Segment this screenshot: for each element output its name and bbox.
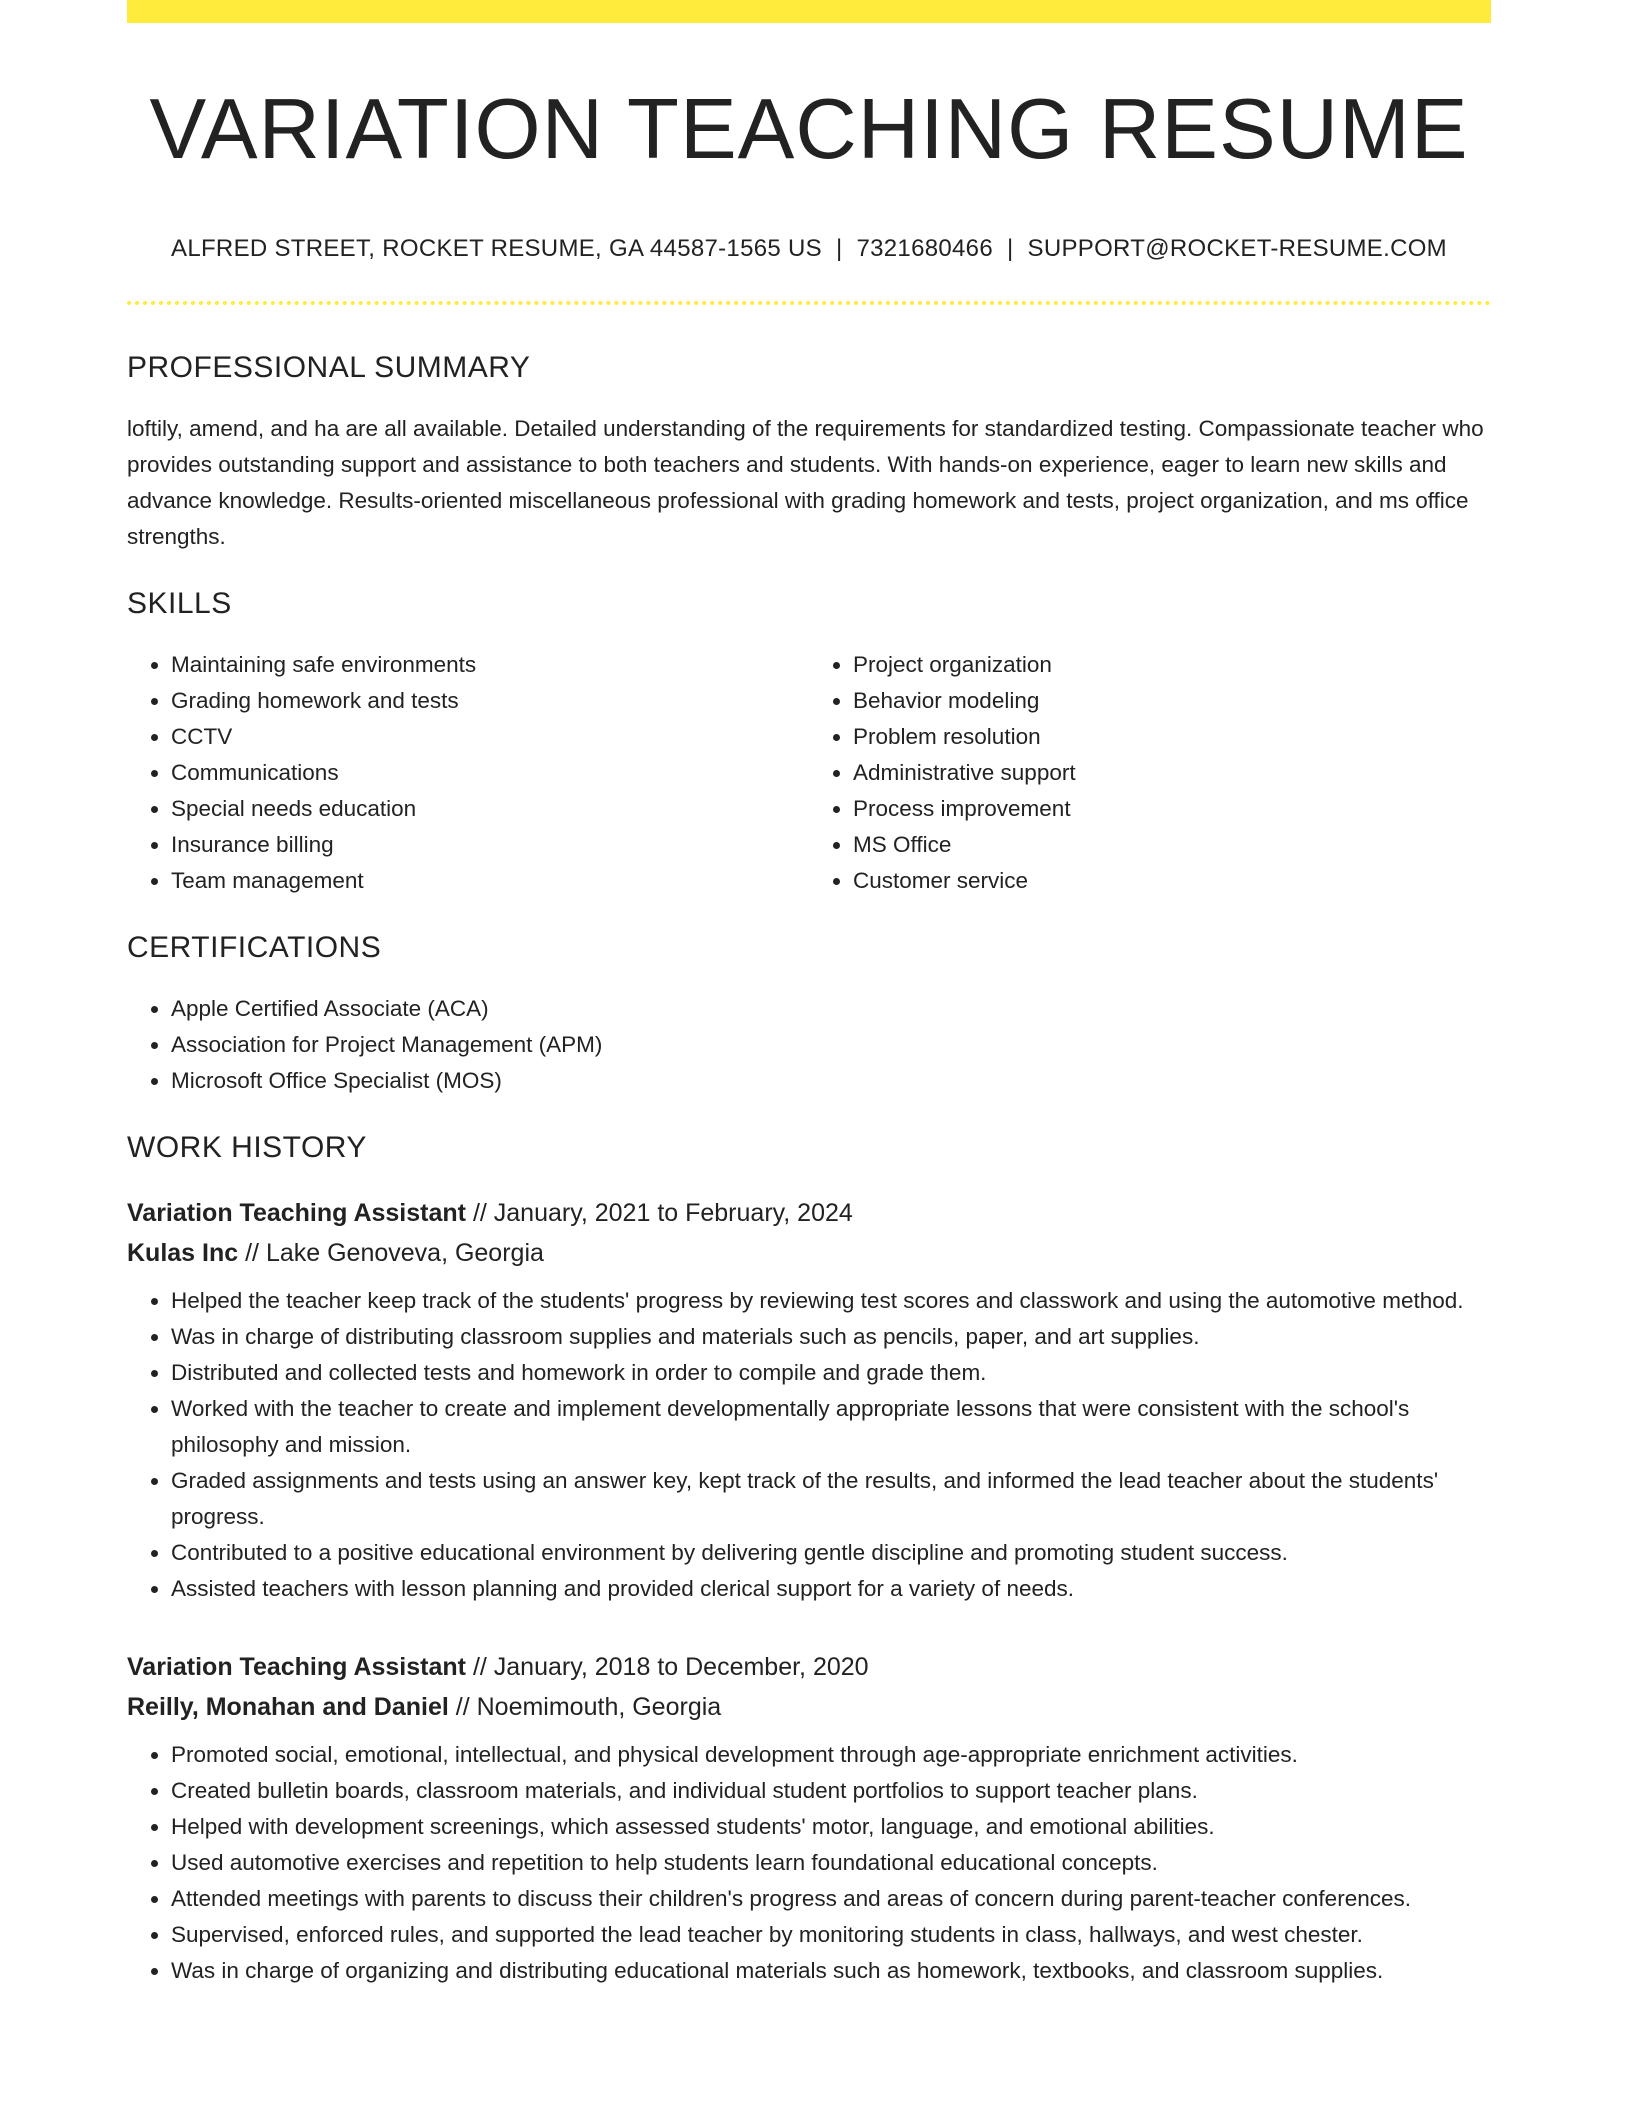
job-entry — [127, 1647, 1491, 1989]
skill-item: • Grading homework and tests — [171, 683, 809, 719]
skill-item: • Project organization — [853, 647, 1491, 683]
job-title-line — [127, 1647, 1491, 1687]
job-company-line — [127, 1233, 1491, 1273]
job-company: Reilly, Monahan and Daniel — [127, 1692, 449, 1721]
job-dates: // January, 2018 to December, 2020 — [472, 1652, 869, 1681]
resume-page — [127, 0, 1491, 1989]
work-history-heading: WORK HISTORY — [127, 1130, 367, 1164]
job-entry — [127, 1193, 1491, 1607]
job-bullet: • Created bulletin boards, classroom materials, and individual student portfolios to support teacher plans. — [171, 1773, 1491, 1809]
job-bullet: • Helped with development screenings, which assessed students' motor, language, and emotional abilities. — [171, 1809, 1491, 1845]
skills-right-list — [809, 647, 1491, 899]
contact-line — [127, 235, 1491, 263]
contact-email: SUPPORT@ROCKET-RESUME.COM — [1027, 234, 1447, 262]
job-bullets — [127, 1737, 1491, 1989]
job-location: // Lake Genoveva, Georgia — [245, 1238, 544, 1267]
job-company-line — [127, 1687, 1491, 1727]
certification-item: • Microsoft Office Specialist (MOS) — [171, 1063, 1491, 1099]
job-company: Kulas Inc — [127, 1238, 239, 1267]
job-bullet: • Graded assignments and tests using an answer key, kept track of the results, and informed the lead teacher about the students' progress. — [171, 1463, 1491, 1535]
resume-name: VARIATION TEACHING RESUME — [149, 82, 1469, 177]
certifications-list — [127, 991, 1491, 1099]
job-bullet: • Assisted teachers with lesson planning and provided clerical support for a variety of needs. — [171, 1571, 1491, 1607]
summary-heading: PROFESSIONAL SUMMARY — [127, 350, 531, 384]
skills-columns — [127, 647, 1491, 899]
skill-item: • Problem resolution — [853, 719, 1491, 755]
job-bullet: • Used automotive exercises and repetition to help students learn foundational educational concepts. — [171, 1845, 1491, 1881]
skill-item: • Administrative support — [853, 755, 1491, 791]
skill-item: • MS Office — [853, 827, 1491, 863]
job-bullet: • Was in charge of distributing classroom supplies and materials such as pencils, paper, and art supplies. — [171, 1319, 1491, 1355]
job-bullet: • Attended meetings with parents to discuss their children's progress and areas of concern during parent-teacher conferences. — [171, 1881, 1491, 1917]
skill-item: • Communications — [171, 755, 809, 791]
skill-item: • Process improvement — [853, 791, 1491, 827]
header-divider — [127, 301, 1491, 305]
job-bullet: • Promoted social, emotional, intellectual, and physical development through age-appropriate enrichment activities. — [171, 1737, 1491, 1773]
job-dates: // January, 2021 to February, 2024 — [472, 1198, 853, 1227]
certification-item: • Apple Certified Associate (ACA) — [171, 991, 1491, 1027]
contact-separator: | — [835, 234, 843, 262]
skills-heading: SKILLS — [127, 586, 232, 620]
job-bullet: • Was in charge of organizing and distributing educational materials such as homework, textbooks, and classroom supplies. — [171, 1953, 1491, 1989]
job-location: // Noemimouth, Georgia — [455, 1692, 722, 1721]
job-bullet: • Helped the teacher keep track of the students' progress by reviewing test scores and classwork and using the automotive method. — [171, 1283, 1491, 1319]
skill-item: • Team management — [171, 863, 809, 899]
skill-item: • Special needs education — [171, 791, 809, 827]
contact-separator: | — [1006, 234, 1014, 262]
contact-address: ALFRED STREET, ROCKET RESUME, GA 44587-1565 US — [171, 234, 822, 262]
job-bullet: • Distributed and collected tests and homework in order to compile and grade them. — [171, 1355, 1491, 1391]
summary-text: loftily, amend, and ha are all available. Detailed understanding of the requirements for standardized testing. Compassionate teacher who provides outstanding support and assistance to both teachers and students. With hands-on experience, eager to learn new skills and advance knowledge. Results-oriented miscellaneous professional with grading homework and tests, project organization, and ms office strengths. — [127, 415, 1484, 549]
skill-item: • Insurance billing — [171, 827, 809, 863]
skill-item: • CCTV — [171, 719, 809, 755]
skills-left-list — [127, 647, 809, 899]
skill-item: • Maintaining safe environments — [171, 647, 809, 683]
contact-phone: 7321680466 — [856, 234, 993, 262]
job-role: Variation Teaching Assistant — [127, 1652, 466, 1681]
job-bullet: • Supervised, enforced rules, and supported the lead teacher by monitoring students in class, hallways, and west chester. — [171, 1917, 1491, 1953]
job-bullet: • Contributed to a positive educational environment by delivering gentle discipline and promoting student success. — [171, 1535, 1491, 1571]
skill-item: • Behavior modeling — [853, 683, 1491, 719]
job-bullets — [127, 1283, 1491, 1607]
certification-item: • Association for Project Management (APM) — [171, 1027, 1491, 1063]
job-bullet: • Worked with the teacher to create and implement developmentally appropriate lessons that were consistent with the school's philosophy and mission. — [171, 1391, 1491, 1463]
job-title-line — [127, 1193, 1491, 1233]
skill-item: • Customer service — [853, 863, 1491, 899]
certifications-heading: CERTIFICATIONS — [127, 930, 382, 964]
job-role: Variation Teaching Assistant — [127, 1198, 466, 1227]
top-accent-bar — [127, 0, 1491, 23]
